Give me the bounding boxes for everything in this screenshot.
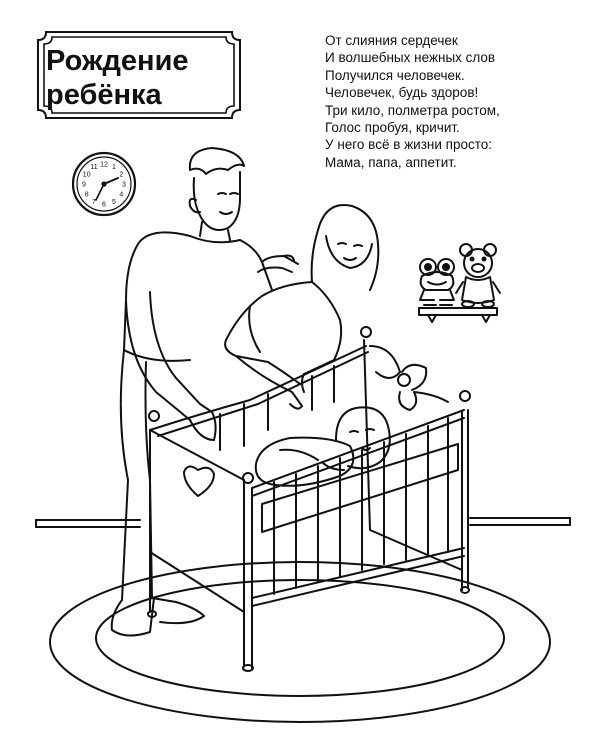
teddy-bear-toy [456,244,500,307]
crib-slats [274,418,448,594]
clock-numeral: 4 [119,191,124,199]
mother-figure [225,205,378,409]
baby-figure [256,407,390,485]
clock-numeral: 12 [100,161,108,169]
poem-line: Человечек, будь здоров! [325,85,479,101]
clock-numeral: 11 [90,164,98,172]
clock-numeral: 6 [102,201,106,209]
poem-line: Три кило, полметра ростом, [325,102,500,118]
poem-line: От слияния сердечек [325,33,458,48]
clock-numeral: 8 [84,191,89,199]
wall-clock [73,153,135,215]
clock-numeral: 3 [122,181,126,189]
clock-numeral: 1 [112,164,116,172]
crib-bow [370,346,448,410]
toy-shelf [419,308,497,322]
clock-numeral: 9 [82,181,86,189]
poem-line: У него всё в жизни просто: [325,137,493,153]
poem-line: Голос пробуя, кричит. [325,120,460,136]
clock-numeral: 2 [119,171,124,179]
frog-toy [420,259,454,305]
clock-numeral: 7 [92,198,96,206]
poem-line: И волшебных нежных слов [325,50,496,66]
poem-line: Мама, папа, аппетит. [325,154,457,170]
title-line-1: Рождение [46,45,189,77]
title-line-2: ребёнка [46,79,162,111]
poem-line: Получился человечек. [325,67,465,83]
clock-numeral: 10 [82,171,91,179]
clock-numeral: 5 [112,198,116,206]
